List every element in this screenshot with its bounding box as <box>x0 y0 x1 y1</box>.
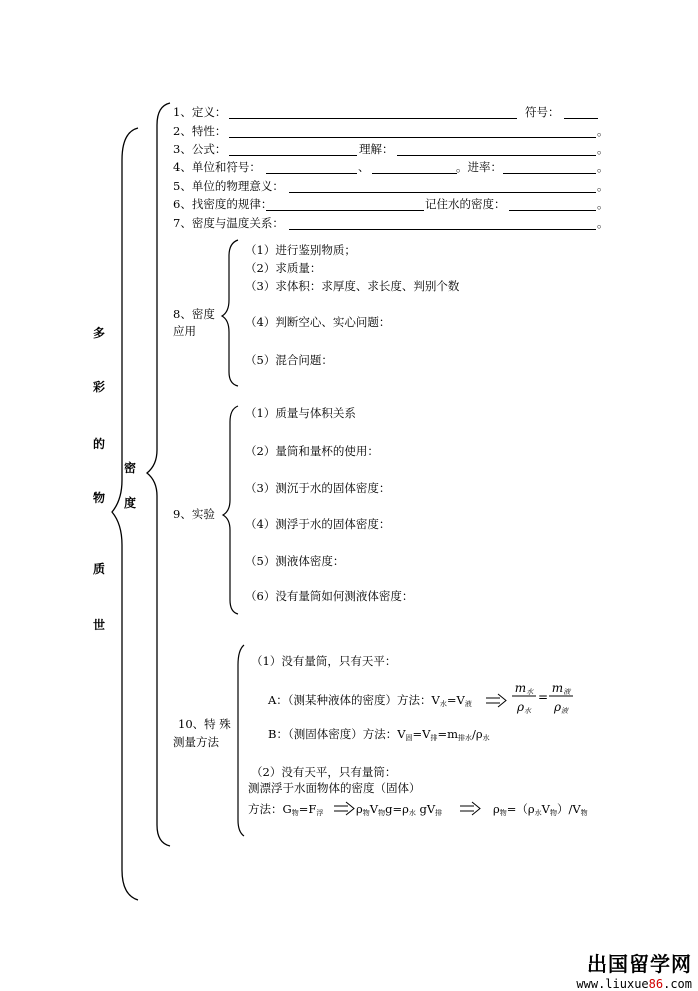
blank-line[interactable] <box>289 192 596 193</box>
fraction-equals: = <box>537 690 549 704</box>
item-2-label: 2、特性： <box>173 124 227 138</box>
spec-method-b: B：（测固体密度）方法：$V_固=V_排=m_{排水}/\rho_水$ <box>268 727 490 742</box>
item-7-label: 7、密度与温度关系： <box>173 216 284 230</box>
spec-method-float-3: $\rho_物=(\rho_水V_物)/V_物$ <box>493 802 588 817</box>
blank-line[interactable] <box>397 155 596 156</box>
item-end: 。 <box>597 124 609 138</box>
app-sub: （2）求质量： <box>245 261 322 275</box>
item-3-label: 3、公式： <box>173 142 227 156</box>
left-title-char: 物 <box>93 491 106 505</box>
watermark-logo <box>576 948 692 991</box>
app-sub: （3）求体积：求厚度、求长度、判别个数 <box>245 279 460 293</box>
spec-method-float: 方法：$G_物=F_浮$ <box>248 802 324 817</box>
mid-title-char: 度 <box>124 496 137 510</box>
blank-line[interactable] <box>564 118 598 119</box>
spec-label: 10、特 殊 <box>178 717 231 731</box>
blank-line[interactable] <box>229 155 357 156</box>
fraction-denominator: $\rho_水$ <box>516 700 532 715</box>
app-sub: （1）进行鉴别物质； <box>245 243 356 257</box>
item-1-symbol: 符号： <box>525 105 560 119</box>
item-4-sep: 、 <box>358 160 370 174</box>
fraction-denominator: $\rho_液$ <box>553 700 569 715</box>
spec-sub-2b: 测漂浮于水面物体的密度（固体） <box>248 781 421 795</box>
app-sub: （4）判断空心、实心问题： <box>245 315 391 329</box>
exp-sub: （3）测沉于水的固体密度： <box>245 481 391 495</box>
item-end: 。 <box>597 142 609 156</box>
item-6-mid: 记住水的密度： <box>425 197 506 211</box>
fraction-numerator: $m_液$ <box>551 681 571 696</box>
spec-method-a: A：（测某种液体的密度）方法：$V_水=V_液$ <box>268 693 472 708</box>
item-end: 。 <box>597 160 609 174</box>
item-5-label: 5、单位的物理意义： <box>173 179 284 193</box>
exp-sub: （6）没有量筒如何测液体密度： <box>245 589 414 603</box>
spec-sub-2: （2）没有天平，只有量筒： <box>251 765 397 779</box>
item-end: 。 <box>597 179 609 193</box>
blank-line[interactable] <box>266 210 424 211</box>
left-title-char: 彩 <box>93 380 106 394</box>
app-label: 8、密度 <box>173 307 215 321</box>
exp-sub: （5）测液体密度： <box>245 554 345 568</box>
blank-line[interactable] <box>509 210 596 211</box>
left-title-char: 质 <box>93 562 106 576</box>
left-title-char: 多 <box>93 326 106 340</box>
item-end: 。 <box>597 197 609 211</box>
exp-label: 9、实验 <box>173 507 215 521</box>
fraction-numerator: $m_水$ <box>514 681 534 696</box>
app-label: 应用 <box>173 324 196 338</box>
item-end: 。 <box>597 216 609 230</box>
blank-line[interactable] <box>229 118 517 119</box>
watermark-title: 出国留学网 <box>587 952 692 976</box>
item-6-label: 6、找密度的规律： <box>173 197 273 211</box>
blank-line[interactable] <box>503 173 596 174</box>
blank-line[interactable] <box>372 173 457 174</box>
mid-title-char: 密 <box>124 461 137 475</box>
spec-label: 测量方法 <box>173 735 219 749</box>
item-4-rate: 。进率： <box>456 160 502 174</box>
item-1-label: 1、定义： <box>173 105 227 119</box>
blank-line[interactable] <box>229 137 596 138</box>
blank-line[interactable] <box>289 229 596 230</box>
exp-sub: （2）量筒和量杯的使用： <box>245 444 379 458</box>
item-4-label: 4、单位和符号： <box>173 160 261 174</box>
spec-sub-1: （1）没有量筒，只有天平： <box>251 654 397 668</box>
left-title-char: 世 <box>93 618 106 632</box>
exp-sub: （4）测浮于水的固体密度： <box>245 517 391 531</box>
blank-line[interactable] <box>266 173 357 174</box>
item-3-mid: 理解： <box>359 142 394 156</box>
exp-sub: （1）质量与体积关系 <box>245 406 356 420</box>
left-title-char: 的 <box>93 437 106 451</box>
watermark-url: www.liuxue86.com <box>576 977 692 991</box>
app-sub: （5）混合问题： <box>245 353 333 367</box>
spec-method-float-2: $\rho_物V_物g=\rho_水$ $gV_排$ <box>356 802 443 817</box>
